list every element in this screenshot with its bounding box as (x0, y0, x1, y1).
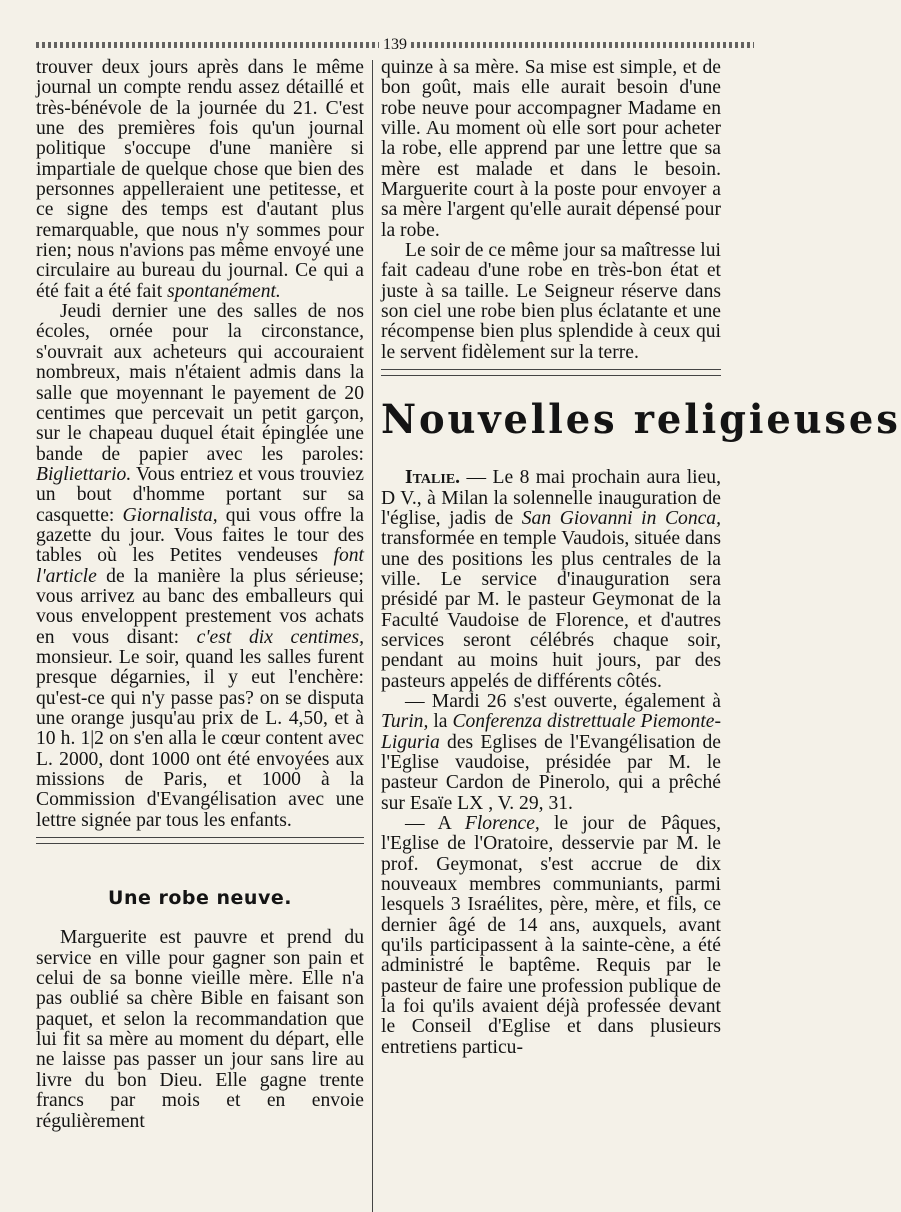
text: qui vous offre la gazette du jour. Vous faites le tour des tables où les Petites vendeuses (36, 504, 364, 567)
section-divider (36, 837, 364, 844)
text: Marguerite est pauvre et prend du service en ville pour gagner son pain et celui de sa bonne vieille mère. Elle n'a pas oublié sa chère Bible en faisant son paquet, et selon la recommandation que lui fit sa mère au moment du départ, elle ne laisse pas passer un jour sans lire au livre du bon Dieu. Elle gagne trente francs par mois et en envoie régulièrement (36, 927, 364, 1132)
text: Vous entriez et vous trouviez un bout d'homme portant sur sa casquette: (36, 463, 365, 526)
emphasis: Florence, (464, 813, 540, 834)
left-column (36, 58, 364, 1132)
emphasis: c'est dix centimes, (196, 626, 364, 648)
section-heading: Nouvelles religieuses (381, 396, 901, 444)
country-label: Italie. (405, 467, 461, 489)
text: la (433, 711, 448, 733)
emphasis: Giornalista, (122, 504, 218, 526)
header-ornament-left (36, 42, 379, 48)
paragraph (36, 302, 364, 831)
text: de la manière la plus sérieuse; vous arrivez au banc des emballeurs qui vous enveloppent prestement vos achats en vous disant: (36, 565, 364, 648)
text: monsieur. Le soir, quand les salles furent presque dégarnies, il y eut l'enchère: qu'est-ce qui n'y passe pas? on se disputa une orange jusqu'au prix de L. 4,50, et à 10 h. 1|2 on s'en alla le cœur content avec L. 2000, dont 1000 ont été envoyées aux missions de Paris, et 1000 à la Commission d'Evangélisation avec une lettre signée par tous les enfants. (36, 646, 364, 831)
paragraph (381, 468, 721, 692)
emphasis: Bigliettario. (36, 463, 132, 485)
page-number: 139 (383, 36, 407, 53)
column-divider (372, 60, 373, 1212)
paragraph (36, 928, 364, 1131)
text: — Mardi 26 s'est ouverte, également à (405, 690, 721, 712)
emphasis: font l'article (36, 545, 364, 587)
text: trouver deux jours après dans le même journal un compte rendu assez détaillé et très-bénévole de la journée du 21. C'est une des premières fois qu'un journal politique s'occupe d'une manière si impartiale de quelque chose que bien des personnes appelleraient une petitesse, et ce signe des temps est d'autant plus remarquable, que nous n'y sommes pour rien; nous n'avions pas même envoyé une circulaire au bureau du journal. Ce qui a été fait a été fait (36, 57, 364, 302)
text: Jeudi dernier une des salles de nos écoles, ornée pour la circonstance, s'ouvrait aux acheteurs qui accouraient nombreux, mais n'étaient admis dans la salle que moyennant le payement de 20 centimes que percevait un petit garçon, sur le chapeau duquel était épinglée une bande de papier avec les paroles: (36, 301, 364, 465)
article-title: Une robe neuve. (108, 887, 292, 910)
emphasis: Turin, (381, 711, 429, 733)
text: — A (405, 813, 451, 834)
emphasis: Conferenza distrettuale Piemonte-Liguria (381, 711, 721, 753)
text: des Eglises de l'Evangélisation de l'Eglise vaudoise, présidée par M. le pasteur Cardon de Pinerolo, qui a prêché sur Esaïe LX , V. 29, 31. (381, 731, 721, 814)
section-divider (381, 369, 721, 376)
text: quinze à sa mère. Sa mise est simple, et de bon goût, mais elle aurait besoin d'une robe neuve pour accompagner Madame en ville. Au moment où elle sort pour acheter la robe, elle apprend par une lettre que sa mère est malade et dans le besoin. Marguerite court à la poste pour envoyer a sa mère l'argent qu'elle aurait dépensé pour la robe. (381, 57, 721, 241)
right-column (381, 57, 901, 1058)
header-ornament-right (411, 42, 754, 48)
emphasis: San Giovanni in Conca, (521, 507, 722, 529)
page-header (36, 34, 754, 56)
paragraph (381, 241, 721, 363)
text: Le soir de ce même jour sa maîtresse lui fait cadeau d'une robe en très-bon état et juste à sa taille. Le Seigneur réserve dans son ciel une robe bien plus éclatante et une récompense bien plus splendide à ceux qui le servent fidèlement sur la terre. (381, 240, 721, 363)
emphasis: spontanément. (167, 280, 281, 302)
paragraph (381, 814, 721, 1058)
text: transformée en temple Vaudois, située dans une des positions les plus centrales de la ville. Le service d'inauguration sera présidé par M. le pasteur Geymonat de la Faculté Vaudoise de Florence, et d'autres services seront célébrés chaque soir, pendant au moins huit jours, par des pasteurs appelés de différents côtés. (381, 528, 721, 692)
text: — Le 8 mai prochain aura lieu, D V., à Milan la solennelle inauguration de l'église, jadis de (381, 467, 721, 529)
text: le jour de Pâques, l'Eglise de l'Oratoire, desservie par M. le prof. Geymonat, s'est accrue de dix nouveaux membres communiants, parmi lesquels 3 Israélites, père, mère, et fils, ce dernier âgé de 14 ans, auxquels, avant qu'ils participassent à la sainte-cène, a été administré le baptême. Requis par le pasteur de faire une profession publique de la foi qu'ils avaient déjà professée devant le Conseil d'Eglise et dans plusieurs entretiens particu- (381, 813, 721, 1058)
paragraph (381, 58, 721, 241)
paragraph (36, 58, 364, 302)
paragraph (381, 692, 721, 814)
